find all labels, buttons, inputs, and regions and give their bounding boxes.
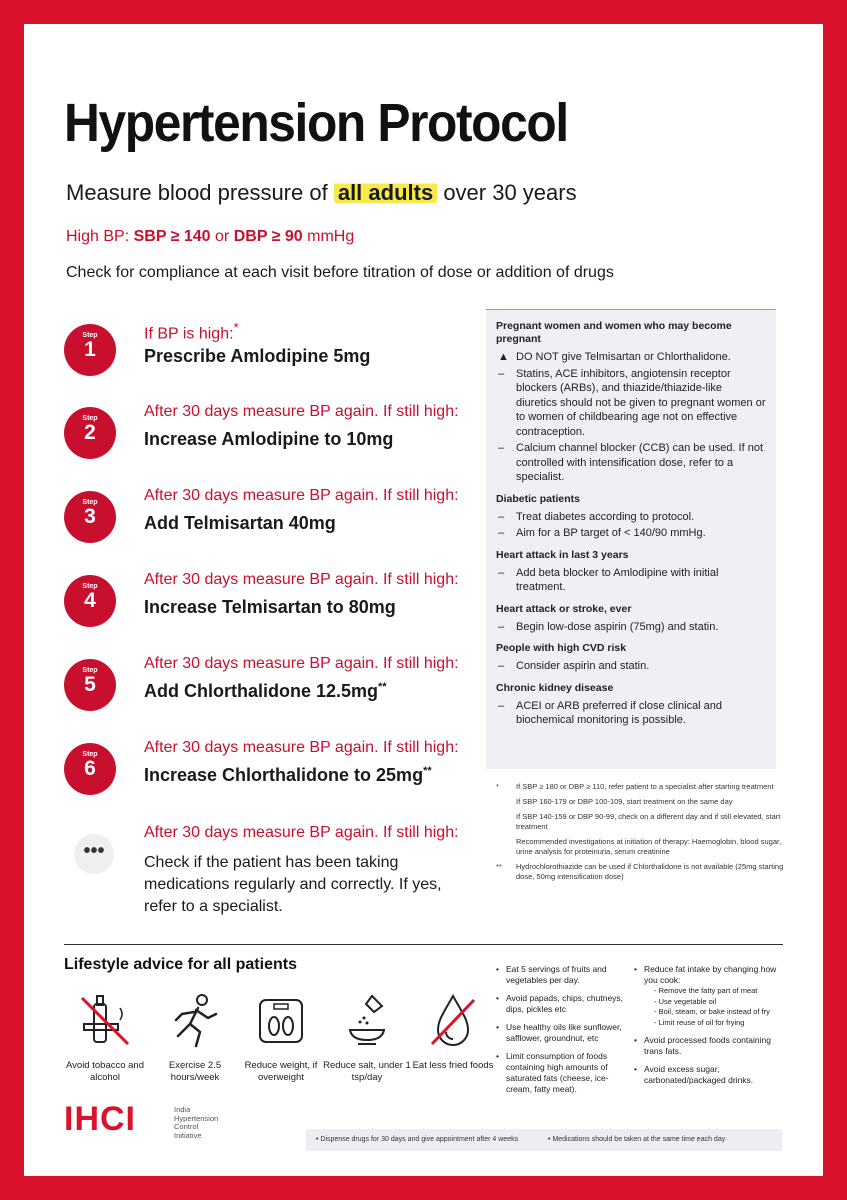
step-badge [64, 659, 116, 711]
step-action [144, 513, 336, 534]
subtitle-pre: Measure blood pressure of [66, 180, 328, 205]
step-number: 4 [84, 589, 96, 612]
list-item-text: Begin low-dose aspirin (75mg) and statin. [516, 620, 719, 633]
subtitle [66, 180, 577, 206]
footnote-mark: * [496, 782, 499, 791]
logo-line: Initiative [174, 1130, 202, 1140]
list-item: • Avoid processed foods containing trans fats. [634, 1035, 784, 1057]
ihci-logo: IHCI [64, 1100, 136, 1138]
step-condition-sup: * [233, 320, 239, 335]
list-item-text: Calcium channel blocker (CCB) can be used. If not controlled with intensification dose, refer to a specialist. [516, 442, 764, 483]
lifestyle-heading: Lifestyle advice for all patients [64, 956, 297, 973]
list-item-text: Statins, ACE inhibitors, angiotensin receptor blockers (ARBs), and thiazide/thiazide-like diuretics should not be given to pregnant women or to women of childbearing age not on effective contraception. [516, 367, 766, 438]
step-action-text: Increase Chlorthalidone to 25mg [144, 765, 424, 785]
footer-item-text: Dispense drugs for 30 days and give appointment after 4 weeks [320, 1136, 519, 1143]
high-bp-prefix: High BP: [66, 228, 134, 245]
step-action-text: Increase Amlodipine to 10mg [144, 429, 394, 449]
footnote [494, 782, 784, 792]
exercise-icon [164, 990, 226, 1052]
footnote-text: Hydrochlorothiazide can be used if Chlorthalidone is not available (25mg starting dose, 50mg intensification dose) [516, 862, 784, 881]
step-action [144, 681, 387, 702]
heart-attack-ever-heading: Heart attack or stroke, ever [496, 602, 632, 615]
step-condition-text: After 30 days measure BP again. If still high: [144, 655, 459, 672]
weighing-scale-icon [250, 990, 312, 1052]
list-item: – Consider aspirin and statin. [498, 660, 650, 672]
final-instruction: Check if the patient has been taking medications regularly and correctly. If yes, refer to a specialist. [144, 854, 442, 915]
step-badge [64, 743, 116, 795]
step-condition [144, 655, 459, 673]
list-item: – Begin low-dose aspirin (75mg) and statin. [498, 620, 719, 633]
list-item-text: Consider aspirin and statin. [516, 660, 650, 672]
list-item: – ACEI or ARB preferred if close clinical and biochemical monitoring is possible. [498, 699, 723, 726]
final-condition: After 30 days measure BP again. If still high: [144, 824, 459, 841]
step-condition [144, 487, 459, 505]
step-badge [64, 324, 116, 376]
list-item: • Use healthy oils like sunflower, safflower, groundnut, etc [496, 1022, 626, 1044]
footnote-text: If SBP 140-159 or DBP 90-99, check on a different day and if still elevated, start treatment [516, 812, 781, 831]
heart-attack-3y-heading: Heart attack in last 3 years [496, 548, 629, 561]
list-item: – Statins, ACE inhibitors, angiotensin receptor blockers (ARBs), and thiazide/thiazide-like diuretics should not be given to pregnant women or to women of childbearing age not on effective contraception. [498, 367, 766, 438]
step-action-text: Prescribe Amlodipine 5mg [144, 346, 371, 366]
step-action [144, 597, 396, 618]
step-condition [144, 320, 239, 343]
logo-subtitle [174, 1106, 218, 1140]
diabetic-heading: Diabetic patients [496, 492, 581, 505]
step-number: 2 [84, 421, 96, 444]
step-badge-label: Step [82, 332, 98, 339]
list-item: – Add beta blocker to Amlodipine with initial treatment. [498, 566, 719, 593]
section-divider [64, 944, 783, 945]
high-bp-or: or [210, 228, 234, 245]
step-badge-label: Step [82, 499, 98, 506]
step-badge-label: Step [82, 583, 98, 590]
footnote-text: If SBP ≥ 180 or DBP ≥ 110, refer patient to a specialist after starting treatment [516, 782, 774, 791]
ckd-heading: Chronic kidney disease [496, 681, 614, 694]
list-item-text: ACEI or ARB preferred if close clinical and biochemical monitoring is possible. [516, 699, 723, 726]
step-condition [144, 571, 459, 589]
pregnant-warning-text: DO NOT give Telmisartan or Chlorthalidone. [516, 351, 731, 363]
step-action [144, 765, 432, 786]
page-title: Hypertension Protocol [64, 93, 568, 153]
compliance-note: Check for compliance at each visit before titration of dose or addition of drugs [66, 264, 614, 281]
lifestyle-caption: Eat less fried foods [412, 1060, 494, 1071]
step-number: 3 [84, 505, 96, 528]
pregnant-heading: Pregnant women and women who may become pregnant [496, 320, 732, 345]
sub-item: - Remove the fatty part of meat [654, 986, 758, 995]
step-badge [64, 407, 116, 459]
footnote-text: Recommended investigations at initiation of therapy: Haemoglobin, blood sugar, urine analysis for proteinuria, serum creatinine [516, 837, 782, 856]
footnote [494, 837, 784, 857]
lifestyle-caption: Reduce salt, under 1 tsp/day [323, 1060, 411, 1083]
footer-item-text: Medications should be taken at the same time each day [552, 1136, 726, 1143]
footnotes [494, 782, 784, 887]
footer-item: • Medications should be taken at the same time each day [548, 1136, 726, 1143]
list-item-text: Reduce fat intake by changing how you cook: [644, 964, 777, 985]
list-item [634, 964, 784, 1028]
footnote [494, 797, 784, 807]
sub-item: - Use vegetable oil [654, 996, 717, 1006]
footnote-text: If SBP 160-179 or DBP 100-109, start treatment on the same day [516, 797, 733, 806]
subtitle-highlight: all adults [334, 180, 437, 205]
step-action-sup: ** [378, 681, 387, 693]
logo-line: Hypertension [174, 1113, 219, 1123]
no-tobacco-alcohol-icon [74, 990, 136, 1052]
step-condition-text: If BP is high: [144, 325, 234, 343]
step-number: 6 [84, 757, 96, 780]
diet-tips-column-2 [634, 964, 784, 1093]
footnote-mark: ** [496, 862, 502, 871]
warning-icon: ▲ [498, 351, 509, 363]
list-item: • Avoid excess sugar, carbonated/packaged drinks. [634, 1064, 784, 1086]
list-item: • Limit consumption of foods containing high amounts of saturated fats (cheese, ice-cream, fatty meat). [496, 1051, 626, 1095]
step-number: 1 [84, 338, 96, 361]
sub-item: - Limit reuse of oil for frying [654, 1017, 745, 1027]
step-badge [64, 491, 116, 543]
step-action-text: Increase Telmisartan to 80mg [144, 597, 396, 617]
step-action-text: Add Telmisartan 40mg [144, 513, 336, 533]
step-number: 5 [84, 673, 96, 696]
logo-line: India [174, 1105, 191, 1114]
subtitle-post: over 30 years [443, 180, 577, 205]
high-bp-unit: mmHg [302, 228, 355, 245]
footer-bar [306, 1129, 782, 1151]
high-bp-definition [66, 228, 354, 246]
diet-tips-column-1 [496, 964, 626, 1102]
high-bp-sbp: SBP ≥ 140 [133, 228, 211, 245]
footnote [494, 812, 784, 832]
more-icon: ••• [74, 834, 114, 874]
step-condition-text: After 30 days measure BP again. If still high: [144, 403, 459, 420]
step-badge [64, 575, 116, 627]
list-item: – Aim for a BP target of < 140/90 mmHg. [498, 527, 706, 539]
lifestyle-caption: Avoid tobacco and alcohol [66, 1060, 144, 1083]
step-condition-text: After 30 days measure BP again. If still high: [144, 739, 459, 756]
special-populations-panel [486, 309, 776, 769]
list-item: – Treat diabetes according to protocol. [498, 510, 695, 523]
high-bp-dbp: DBP ≥ 90 [233, 228, 303, 245]
logo-line: Control [174, 1122, 199, 1131]
step-action [144, 346, 370, 367]
lifestyle-caption: Reduce weight, if overweight [244, 1060, 318, 1083]
footer-item: • Dispense drugs for 30 days and give appointment after 4 weeks [316, 1136, 519, 1143]
list-item-text: Add beta blocker to Amlodipine with initial treatment. [516, 566, 719, 593]
list-item-text: Treat diabetes according to protocol. [516, 510, 695, 523]
list-item: • Avoid papads, chips, chutneys, dips, pickles etc [496, 993, 626, 1015]
step-badge-label: Step [82, 667, 98, 674]
step-condition [144, 403, 459, 421]
list-item-text: Aim for a BP target of < 140/90 mmHg. [516, 527, 706, 539]
protocol-poster [24, 24, 823, 1176]
step-action-sup: ** [423, 765, 432, 777]
salt-icon [336, 990, 398, 1052]
step-badge-label: Step [82, 415, 98, 422]
footnote [494, 862, 784, 882]
step-action [144, 429, 393, 450]
step-condition [144, 739, 459, 757]
step-condition-text: After 30 days measure BP again. If still high: [144, 487, 459, 504]
step-badge-label: Step [82, 751, 98, 758]
sub-item: - Boil, steam, or bake instead of fry [654, 1007, 770, 1016]
list-item: • Eat 5 servings of fruits and vegetables per day. [496, 964, 626, 986]
oil-drop-icon [422, 990, 484, 1052]
list-item: – Calcium channel blocker (CCB) can be used. If not controlled with intensification dose, refer to a specialist. [498, 442, 764, 483]
step-action-text: Add Chlorthalidone 12.5mg [144, 681, 379, 701]
lifestyle-caption: Exercise 2.5 hours/week [168, 1060, 222, 1083]
pregnant-warning [496, 350, 766, 365]
cvd-risk-heading: People with high CVD risk [496, 642, 627, 654]
step-condition-text: After 30 days measure BP again. If still high: [144, 571, 459, 588]
